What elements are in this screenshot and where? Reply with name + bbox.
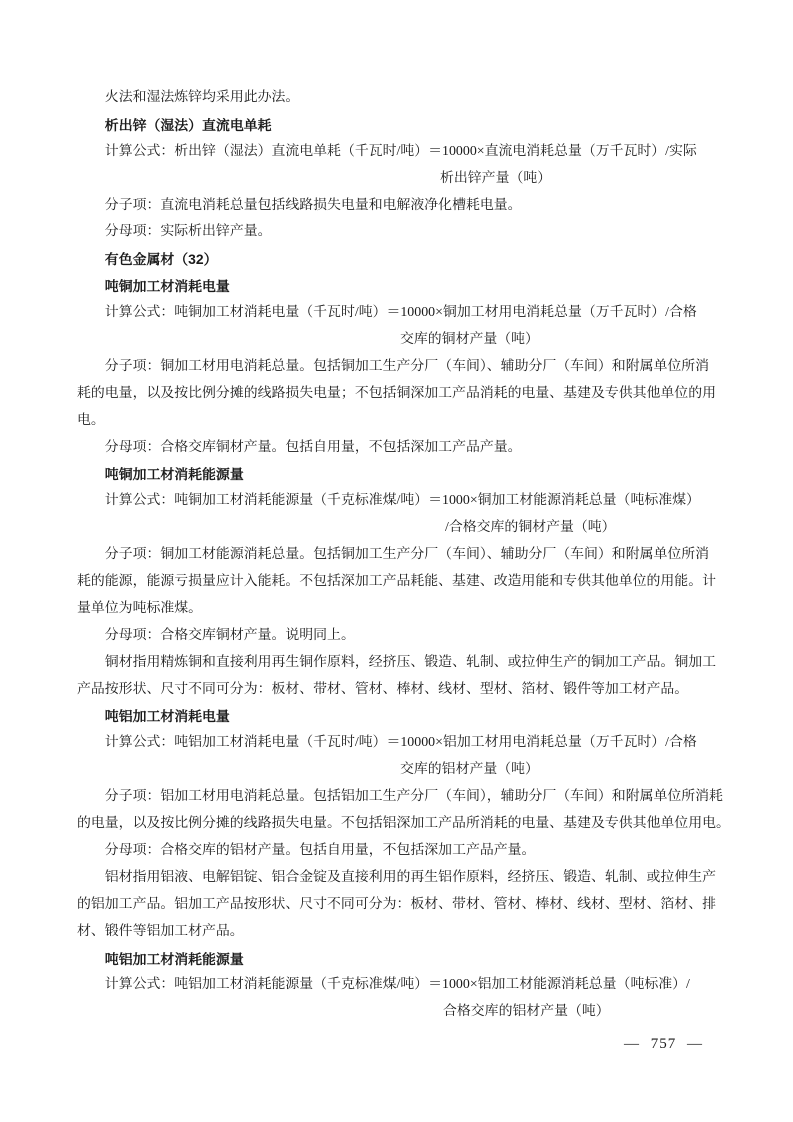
numerator-note-line: 分子项：铜加工材能源消耗总量。包括铜加工生产分厂（车间）、辅助分厂（车间）和附属单位所消 — [104, 547, 710, 563]
definition-copper-line: 铜材指用精炼铜和直接利用再生铜作原料，经挤压、锻造、轧制、或拉伸生产的铜加工产品。铜加工 — [104, 654, 716, 670]
formula-line-copper-energy: 计算公式：吨铜加工材消耗能源量（千克标准煤/吨）＝1000×铜加工材能源消耗总量（吨标准煤） — [104, 493, 700, 509]
text-line: 的电量，以及按比例分摊的线路损失电量。不包括铝深加工产品所消耗的电量、基建及专供其他单位用电。 — [77, 816, 730, 832]
formula-continuation-line: 交库的铜材产量（吨） — [400, 332, 539, 348]
denominator-note-line: 分母项：实际析出锌产量。 — [104, 224, 272, 240]
definition-aluminum-line: 材、锻件等铝加工材产品。 — [77, 923, 244, 939]
definition-aluminum-line: 铝材指用铝液、电解铝锭、铝合金锭及直接利用的再生铝作原料，经挤压、锻造、轧制、或拉伸生产 — [104, 869, 716, 885]
formula-line-copper-electricity: 计算公式：吨铜加工材消耗电量（千瓦时/吨）＝10000×铜加工材用电消耗总量（万千瓦时）/合格 — [104, 305, 697, 321]
numerator-note-line: 分子项：铜加工材用电消耗总量。包括铜加工生产分厂（车间）、辅助分厂（车间）和附属单位所消 — [104, 358, 710, 374]
heading-zinc-wet-dc-unit-consumption: 析出锌（湿法）直流电单耗 — [104, 116, 272, 133]
formula-continuation-line: 合格交库的铝材产量（吨） — [443, 1004, 610, 1020]
denominator-note-line: 分母项：合格交库铜材产量。说明同上。 — [104, 627, 355, 643]
denominator-note-line: 分母项：合格交库铜材产量。包括自用量，不包括深加工产品产量。 — [104, 439, 522, 455]
page-number: — 757 — — [624, 1036, 703, 1052]
formula-line-zinc-dc: 计算公式：析出锌（湿法）直流电单耗（千瓦时/吨）＝10000×直流电消耗总量（万千瓦时）/实际 — [104, 143, 697, 159]
numerator-note-line: 分子项：直流电消耗总量包括线路损失电量和电解液净化槽耗电量。 — [104, 197, 522, 213]
heading-aluminum-product-energy: 吨铝加工材消耗能源量 — [104, 950, 244, 967]
text-line: 耗的电量，以及按比例分摊的线路损失电量；不包括铜深加工产品消耗的电量、基建及专供其他单位的用 — [77, 385, 716, 401]
formula-line-aluminum-energy: 计算公式：吨铝加工材消耗能源量（千克标准煤/吨）＝1000×铝加工材能源消耗总量（吨标准）/ — [104, 977, 690, 993]
definition-copper-line: 产品按形状、尺寸不同可分为：板材、带材、管材、棒材、线材、型材、箔材、锻件等加工材产品。 — [77, 681, 689, 697]
formula-continuation-line: /合格交库的铜材产量（吨） — [445, 520, 616, 536]
numerator-note-line: 分子项：铝加工材用电消耗总量。包括铝加工生产分厂（车间），辅助分厂（车间）和附属单位所消耗 — [104, 789, 723, 805]
formula-continuation-line: 析出锌产量（吨） — [440, 170, 552, 186]
formula-line-aluminum-electricity: 计算公式：吨铝加工材消耗电量（千瓦时/吨）＝10000×铝加工材用电消耗总量（万千瓦时）/合格 — [104, 735, 697, 751]
text-line: 电。 — [77, 412, 105, 428]
heading-aluminum-product-electricity: 吨铝加工材消耗电量 — [104, 708, 230, 725]
definition-aluminum-line: 的铝加工产品。铝加工产品按形状、尺寸不同可分为：板材、带材、管材、棒材、线材、型材、箔材、排 — [77, 896, 716, 912]
text-line: 量单位为吨标准煤。 — [77, 600, 203, 616]
formula-continuation-line: 交库的铝材产量（吨） — [400, 762, 539, 778]
text-line: 耗的能源，能源亏损量应计入能耗。不包括深加工产品耗能、基建、改造用能和专供其他单位的用能。计 — [77, 574, 716, 590]
heading-nonferrous-metal-products: 有色金属材（32） — [104, 251, 218, 268]
document-body — [77, 85, 730, 1026]
text-line: 火法和湿法炼锌均采用此办法。 — [104, 90, 300, 105]
heading-copper-product-energy: 吨铜加工材消耗能源量 — [104, 466, 244, 483]
denominator-note-line: 分母项：合格交库的铝材产量。包括自用量，不包括深加工产品产量。 — [104, 842, 536, 858]
heading-copper-product-electricity: 吨铜加工材消耗电量 — [104, 278, 230, 295]
